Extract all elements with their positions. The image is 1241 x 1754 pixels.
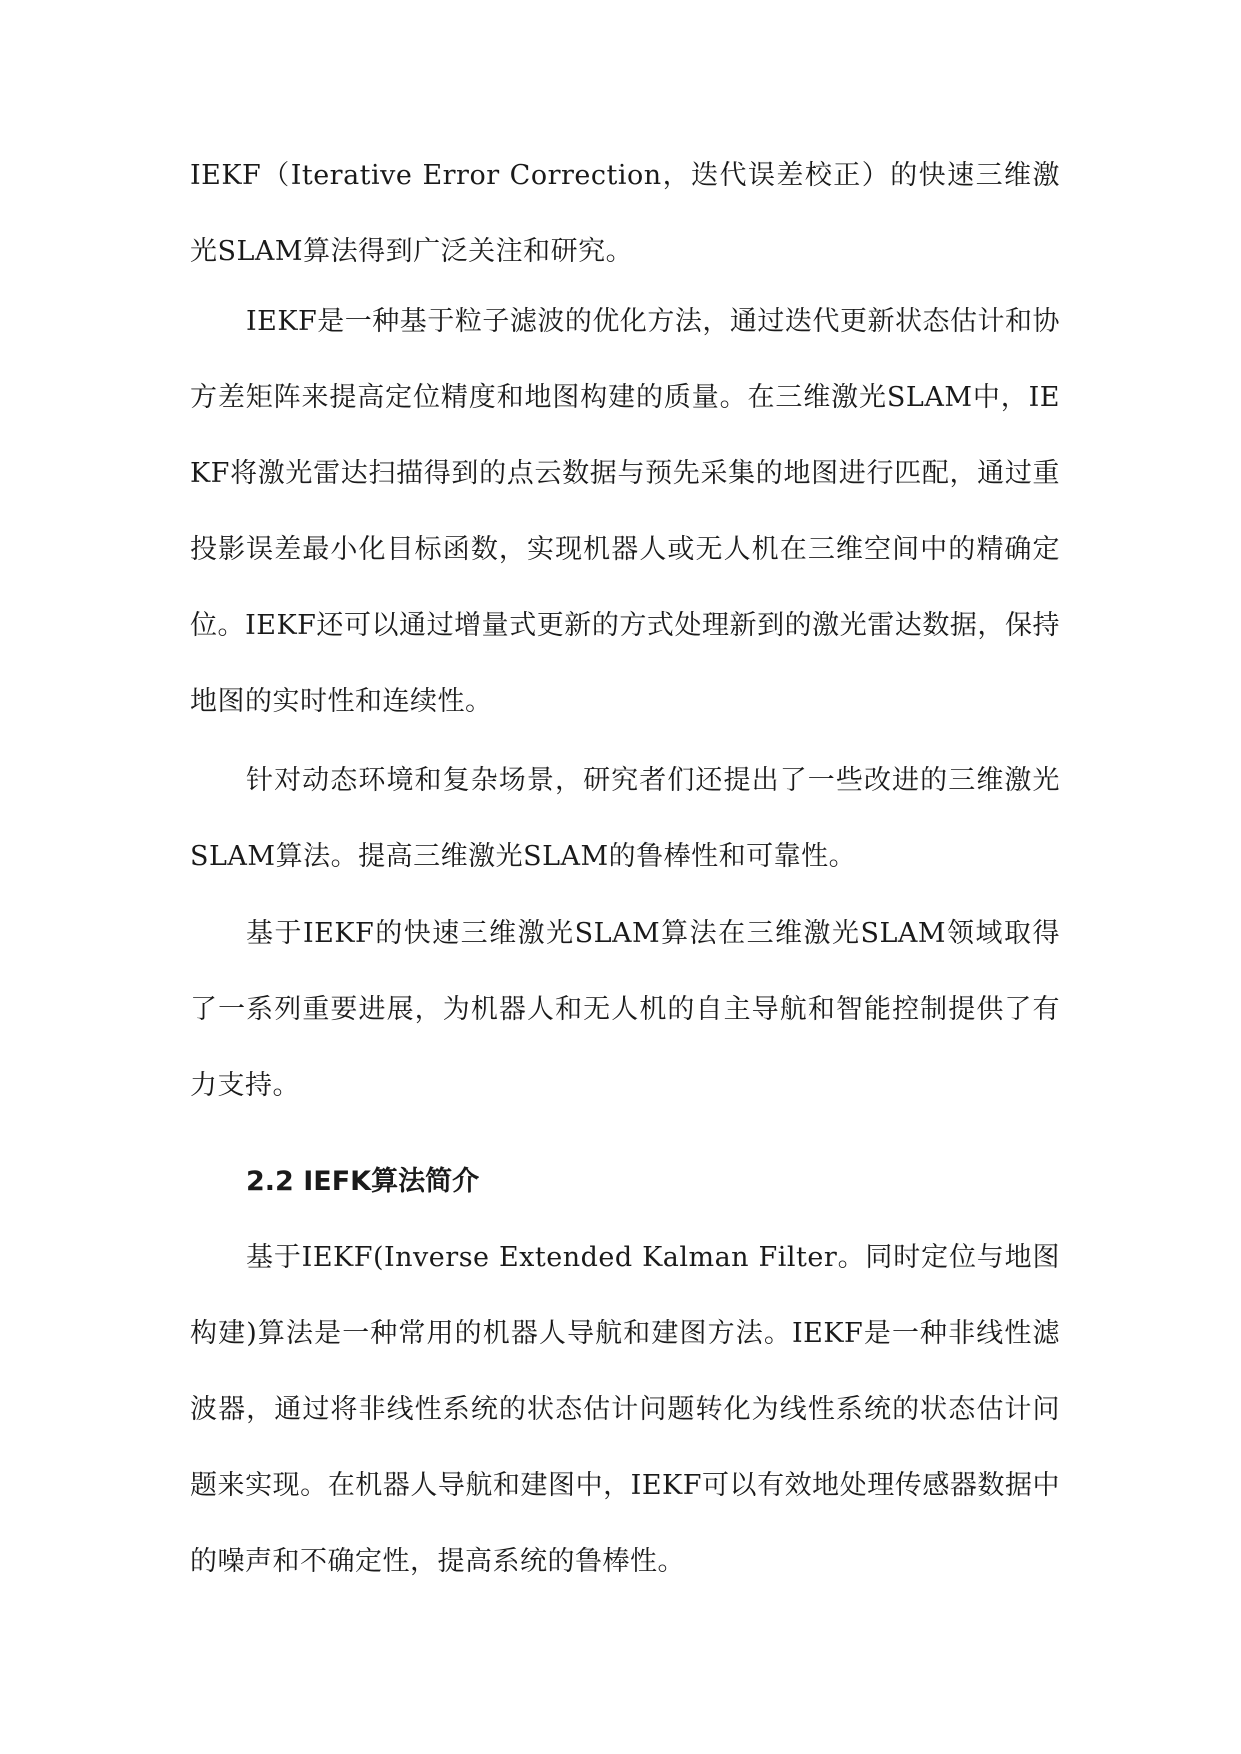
paragraph-iekf-method: IEKF是一种基于粒子滤波的优化方法，通过迭代更新状态估计和协方差矩阵来提高定位精度和地图构建的质量。在三维激光SLAM中，IEKF将激光雷达扫描得到的点云数据与预先采集的地图进行匹配，通过重投影误差最小化目标函数，实现机器人或无人机在三维空间中的精确定位。IEKF还可以通过增量式更新的方式处理新到的激光雷达数据，保持地图的实时性和连续性。 (190, 306, 1060, 717)
paragraph-summary: 基于IEKF的快速三维激光SLAM算法在三维激光SLAM领域取得了一系列重要进展，为机器人和无人机的自主导航和智能控制提供了有力支持。 (190, 918, 1060, 1101)
paragraph-section-intro: 基于IEKF(Inverse Extended Kalman Filter。同时定位与地图构建)算法是一种常用的机器人导航和建图方法。IEKF是一种非线性滤波器，通过将非线性系统的状态估计问题转化为线性系统的状态估计问题来实现。在机器人导航和建图中，IEKF可以有效地处理传感器数据中的噪声和不确定性，提高系统的鲁棒性。 (190, 1242, 1060, 1577)
paragraph-improvements: 针对动态环境和复杂场景，研究者们还提出了一些改进的三维激光SLAM算法。提高三维激光SLAM的鲁棒性和可靠性。 (190, 765, 1060, 872)
paragraph-continued: IEKF（Iterative Error Correction，迭代误差校正）的快速三维激光SLAM算法得到广泛关注和研究。 (190, 160, 1060, 267)
section-heading: 2.2 IEFK算法简介 (246, 1166, 480, 1197)
